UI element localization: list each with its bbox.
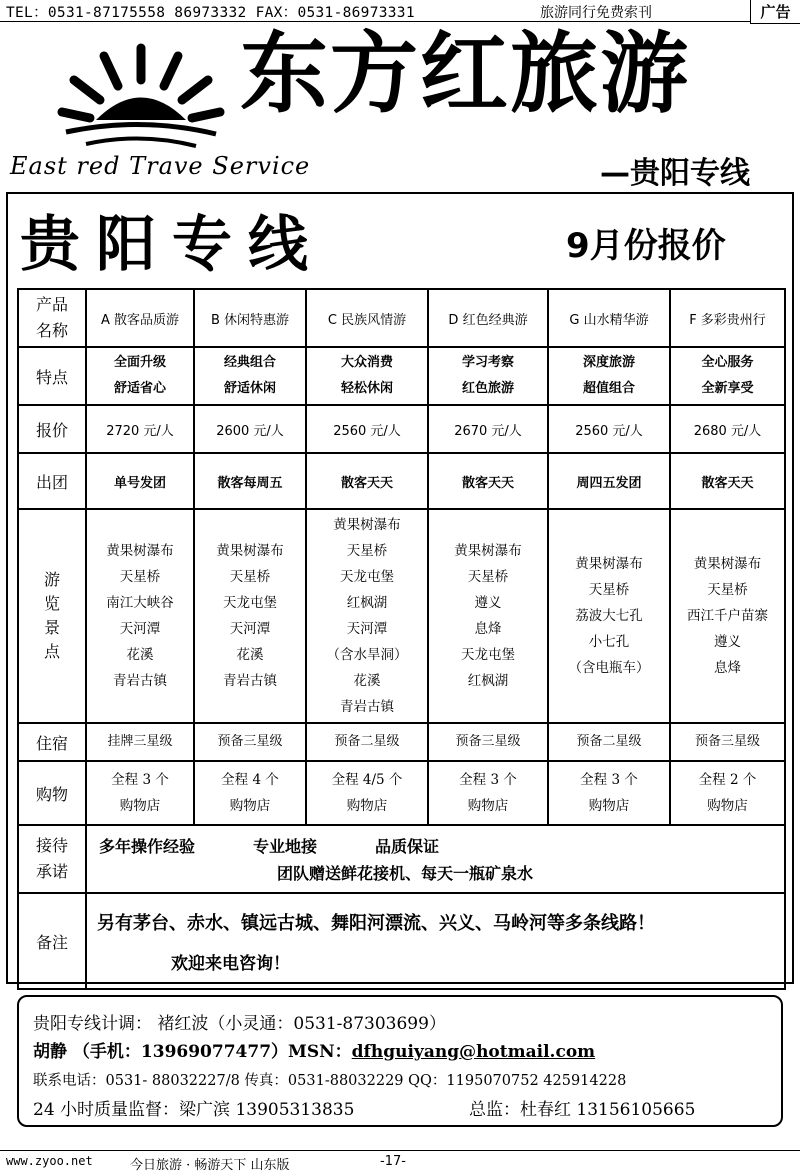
- product-price: 2670 元/人: [428, 405, 548, 453]
- spot-item: 西江千户苗寨: [687, 608, 768, 624]
- product-departure: 周四五发团: [548, 453, 670, 509]
- spot-item: 黄果树瀑布: [333, 517, 401, 533]
- row-label-spots: 游 览 景 点: [18, 509, 86, 723]
- row-label-hotel: 住宿: [18, 723, 86, 761]
- spot-item: 红枫湖: [467, 673, 509, 689]
- spot-item: 花溪: [353, 673, 381, 689]
- product-feature: 深度旅游 超值组合: [548, 347, 670, 405]
- product-name: C 民族风情游: [306, 289, 428, 347]
- product-hotel: 预备三星级: [194, 723, 306, 761]
- product-price: 2680 元/人: [670, 405, 785, 453]
- quality-supervisor: 24 小时质量监督：梁广滨 13905313835: [33, 1100, 355, 1120]
- row-remark: [18, 893, 785, 989]
- spot-item: 息烽: [714, 660, 741, 676]
- product-hotel: 挂牌三星级: [86, 723, 194, 761]
- product-feature: 经典组合 舒适休闲: [194, 347, 306, 405]
- top-contact-line: TEL：0531-87175558 86973332 FAX：0531-86973331: [6, 5, 415, 21]
- promise-item: 专业地接: [253, 837, 318, 856]
- remark-cell: [86, 893, 785, 989]
- product-shopping: 全程 4 个 购物店: [194, 761, 306, 825]
- product-name: B 休闲特惠游: [194, 289, 306, 347]
- footer: [0, 1150, 800, 1172]
- headline-month: 9月份报价: [566, 226, 726, 266]
- contact-phone-fax-qq: 联系电话：0531- 88032227/8 传真：0531-88032229 QQ：1195070752 425914228: [33, 1073, 627, 1089]
- product-price: 2600 元/人: [194, 405, 306, 453]
- top-bar: [0, 0, 800, 22]
- spot-item: 遵义: [474, 595, 502, 611]
- row-product-name: [18, 289, 785, 347]
- promise-item: 多年操作经验: [99, 837, 196, 856]
- spot-item: 天龙屯堡: [340, 569, 394, 585]
- product-hotel: 预备三星级: [428, 723, 548, 761]
- contact-mobile: 胡静 （手机：13969077477）MSN：dfhguiyang@hotmail.com: [33, 1042, 596, 1062]
- spot-item: 黄果树瀑布: [454, 543, 522, 559]
- product-spots: [306, 509, 428, 723]
- footer-url[interactable]: www.zyoo.net: [6, 1154, 93, 1168]
- product-spots: [194, 509, 306, 723]
- spot-item: 天星桥: [346, 543, 388, 559]
- spot-item: 天星桥: [229, 569, 271, 585]
- spot-item: 天河潭: [346, 621, 388, 637]
- spot-item: 黄果树瀑布: [693, 556, 762, 572]
- product-departure: 散客天天: [670, 453, 785, 509]
- spot-item: （含水旱洞）: [326, 647, 408, 663]
- row-hotel: [18, 723, 785, 761]
- promise-cell: [86, 825, 785, 893]
- product-shopping: 全程 2 个 购物店: [670, 761, 785, 825]
- spot-item: 花溪: [126, 647, 154, 663]
- sun-logo-icon: [56, 40, 226, 150]
- product-hotel: 预备二星级: [548, 723, 670, 761]
- row-label-name: 产品 名称: [18, 289, 86, 347]
- spot-item: 小七孔: [588, 634, 630, 650]
- row-label-feature: 特点: [18, 347, 86, 405]
- director: 总监：杜春红 13156105665: [469, 1100, 696, 1120]
- spot-item: 青岩古镇: [113, 673, 167, 689]
- spot-item: 青岩古镇: [340, 699, 394, 715]
- spot-item: 天河潭: [229, 621, 271, 637]
- row-label-promise: 接待 承诺: [18, 825, 86, 893]
- product-shopping: 全程 4/5 个 购物店: [306, 761, 428, 825]
- product-shopping: 全程 3 个 购物店: [548, 761, 670, 825]
- spot-item: 天河潭: [119, 621, 161, 637]
- row-label-departure: 出团: [18, 453, 86, 509]
- product-departure: 散客每周五: [194, 453, 306, 509]
- row-label-remark: 备注: [18, 893, 86, 989]
- product-name: G 山水精华游: [548, 289, 670, 347]
- spot-item: 南江大峡谷: [106, 595, 174, 611]
- route-table: [17, 288, 786, 990]
- product-feature: 全面升级 舒适省心: [86, 347, 194, 405]
- spot-item: 黄果树瀑布: [106, 543, 174, 559]
- promise-item: 品质保证: [375, 837, 440, 856]
- spot-item: 息烽: [474, 621, 502, 637]
- spot-item: 花溪: [236, 647, 264, 663]
- contact-planner: 贵阳专线计调： 褚红波（小灵通：0531-87303699）: [33, 1014, 446, 1034]
- row-label-price: 报价: [18, 405, 86, 453]
- brand-subtitle: —贵阳专线: [600, 156, 750, 191]
- product-price: 2720 元/人: [86, 405, 194, 453]
- msn-link[interactable]: dfhguiyang@hotmail.com: [351, 1042, 596, 1062]
- row-spots: [18, 509, 785, 723]
- product-departure: 散客天天: [306, 453, 428, 509]
- spot-item: 天星桥: [707, 582, 748, 598]
- row-promise: [18, 825, 785, 893]
- spot-item: 遵义: [714, 634, 741, 650]
- spot-item: 荔波大七孔: [575, 608, 643, 624]
- spot-item: 红枫湖: [346, 595, 388, 611]
- spot-item: 天龙屯堡: [461, 647, 515, 663]
- product-name: A 散客品质游: [86, 289, 194, 347]
- product-departure: 散客天天: [428, 453, 548, 509]
- product-hotel: 预备三星级: [670, 723, 785, 761]
- row-departure: [18, 453, 785, 509]
- product-feature: 学习考察 红色旅游: [428, 347, 548, 405]
- brand-title: 东方红旅游: [240, 22, 691, 125]
- product-feature: 大众消费 轻松休闲: [306, 347, 428, 405]
- row-shopping: [18, 761, 785, 825]
- product-name: D 红色经典游: [428, 289, 548, 347]
- spot-item: 天龙屯堡: [223, 595, 277, 611]
- product-spots: [86, 509, 194, 723]
- product-spots: [670, 509, 785, 723]
- footer-publication: 今日旅游 · 畅游天下 山东版: [130, 1158, 290, 1172]
- headline-title: 贵阳专线: [20, 210, 324, 280]
- row-feature: [18, 347, 785, 405]
- product-departure: 单号发团: [86, 453, 194, 509]
- product-feature: 全心服务 全新享受: [670, 347, 785, 405]
- ad-badge: 广告: [750, 0, 800, 24]
- product-spots: [428, 509, 548, 723]
- row-label-shopping: 购物: [18, 761, 86, 825]
- spot-item: （含电瓶车）: [568, 660, 650, 676]
- product-price: 2560 元/人: [548, 405, 670, 453]
- product-hotel: 预备二星级: [306, 723, 428, 761]
- spot-item: 青岩古镇: [223, 673, 277, 689]
- contact-box: [17, 995, 783, 1127]
- spot-item: 黄果树瀑布: [216, 543, 284, 559]
- spot-item: 天星桥: [588, 582, 630, 598]
- remark-line2: 欢迎来电咨询！: [171, 953, 290, 974]
- promise-line2: 团队赠送鲜花接机、每天一瓶矿泉水: [277, 864, 534, 883]
- row-price: [18, 405, 785, 453]
- product-shopping: 全程 3 个 购物店: [86, 761, 194, 825]
- spot-item: 黄果树瀑布: [575, 556, 643, 572]
- remark-line1: 另有茅台、赤水、镇远古城、舞阳河漂流、兴义、马岭河等多条线路！: [97, 912, 655, 934]
- spot-item: 天星桥: [467, 569, 509, 585]
- spot-item: 天星桥: [119, 569, 161, 585]
- page-number: -17-: [380, 1154, 406, 1169]
- product-price: 2560 元/人: [306, 405, 428, 453]
- product-name: F 多彩贵州行: [670, 289, 785, 347]
- product-spots: [548, 509, 670, 723]
- top-slogan: 旅游同行免费索刊: [540, 5, 652, 21]
- product-shopping: 全程 3 个 购物店: [428, 761, 548, 825]
- brand-english-name: East red Trave Service: [10, 152, 311, 180]
